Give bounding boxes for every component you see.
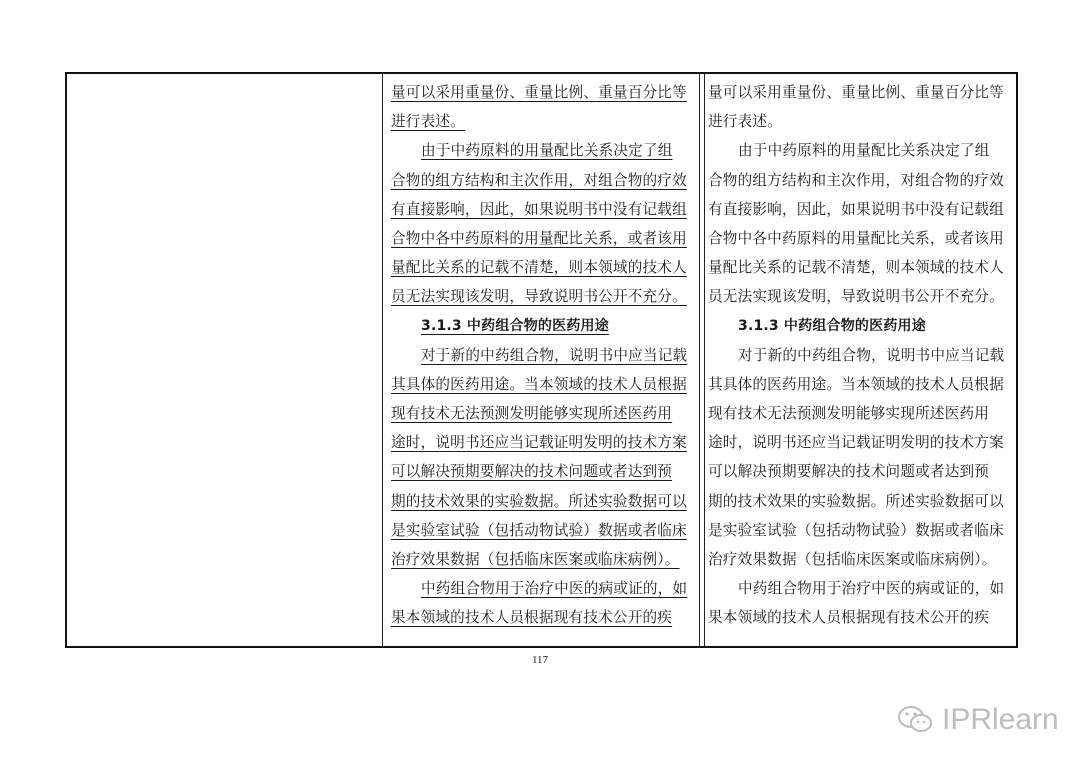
text-line-content: 现有技术无法预测发明能够实现所述医药用 bbox=[391, 405, 673, 423]
text-line-content: 途时，说明书还应当记载证明发明的技术方案 bbox=[391, 434, 687, 452]
text-line bbox=[708, 166, 1010, 195]
text-line-content: 量可以采用重量份、重量比例、重量百分比等 bbox=[391, 84, 687, 101]
text-line-content: 可以解决预期要解决的技术问题或者达到预 bbox=[708, 463, 990, 481]
text-line-content: 其具体的医药用途。当本领域的技术人员根据 bbox=[708, 375, 1004, 393]
text-line bbox=[391, 341, 693, 370]
text-line-content: 是实验室试验（包括动物试验）数据或者临床 bbox=[391, 521, 687, 539]
text-line bbox=[391, 574, 693, 603]
text-line-content: 合物中各中药原料的用量配比关系，或者该用 bbox=[391, 229, 687, 247]
text-line-content: 有直接影响，因此，如果说明书中没有记载组 bbox=[391, 200, 687, 218]
text-line bbox=[391, 282, 693, 311]
text-line bbox=[391, 370, 693, 399]
text-line bbox=[708, 457, 1010, 486]
watermark-text: IPRlearn bbox=[942, 703, 1059, 736]
text-line bbox=[391, 545, 693, 574]
text-line-content: 是实验室试验（包括动物试验）数据或者临床 bbox=[708, 521, 1004, 539]
text-line-content: 由于中药原料的用量配比关系决定了组 bbox=[421, 142, 673, 160]
text-line-content: 由于中药原料的用量配比关系决定了组 bbox=[738, 142, 990, 160]
text-line-content: 进行表述。 bbox=[708, 113, 782, 131]
text-line-content: 果本领域的技术人员根据现有技术公开的疾 bbox=[708, 609, 990, 627]
text-line bbox=[391, 457, 693, 486]
text-line bbox=[708, 545, 1010, 574]
text-line-content: 有直接影响，因此，如果说明书中没有记载组 bbox=[708, 200, 1004, 218]
text-line-content: 3.1.3 中药组合物的医药用途 bbox=[738, 317, 926, 334]
wechat-icon bbox=[896, 704, 936, 736]
middle-column-text bbox=[391, 78, 693, 633]
watermark bbox=[896, 700, 1059, 740]
text-line bbox=[391, 195, 693, 224]
text-line bbox=[708, 487, 1010, 516]
text-line-content: 可以解决预期要解决的技术问题或者达到预 bbox=[391, 463, 673, 481]
text-line-content: 量配比关系的记载不清楚，则本领域的技术人 bbox=[708, 259, 1004, 277]
text-line bbox=[708, 253, 1010, 282]
right-column-text bbox=[708, 78, 1010, 633]
text-line-content: 量配比关系的记载不清楚，则本领域的技术人 bbox=[391, 259, 687, 277]
text-line bbox=[708, 78, 1010, 107]
text-line-content: 果本领域的技术人员根据现有技术公开的疾 bbox=[391, 609, 673, 627]
text-line-content: 中药组合物用于治疗中医的病或证的，如 bbox=[738, 580, 1005, 598]
comparison-table bbox=[65, 72, 1018, 648]
text-line bbox=[708, 428, 1010, 457]
text-line bbox=[708, 282, 1010, 311]
text-line-content: 途时，说明书还应当记载证明发明的技术方案 bbox=[708, 434, 1004, 452]
text-line-content: 合物中各中药原料的用量配比关系，或者该用 bbox=[708, 229, 1004, 247]
text-line-content: 员无法实现该发明，导致说明书公开不充分。 bbox=[708, 288, 1004, 306]
section-heading bbox=[391, 312, 693, 341]
text-line bbox=[391, 107, 693, 136]
text-line bbox=[391, 253, 693, 282]
text-line bbox=[391, 516, 693, 545]
text-line-content: 期的技术效果的实验数据。所述实验数据可以 bbox=[391, 492, 687, 510]
text-line-content: 中药组合物用于治疗中医的病或证的，如 bbox=[421, 580, 688, 598]
text-line-content: 现有技术无法预测发明能够实现所述医药用 bbox=[708, 405, 990, 423]
column-divider-left bbox=[382, 74, 383, 646]
text-line bbox=[708, 516, 1010, 545]
text-line bbox=[391, 603, 693, 632]
text-line bbox=[708, 341, 1010, 370]
text-line bbox=[391, 136, 693, 165]
text-line-content: 对于新的中药组合物，说明书中应当记载 bbox=[421, 346, 688, 364]
column-divider-middle-double bbox=[704, 74, 705, 646]
text-line bbox=[391, 399, 693, 428]
text-line-content: 进行表述。 bbox=[391, 113, 465, 131]
text-line bbox=[391, 224, 693, 253]
text-line-content: 合物的组方结构和主次作用，对组合物的疗效 bbox=[708, 171, 1004, 189]
text-line-content: 3.1.3 中药组合物的医药用途 bbox=[421, 317, 609, 334]
text-line-content: 治疗效果数据（包括临床医案或临床病例）。 bbox=[708, 551, 997, 568]
text-line-content: 量可以采用重量份、重量比例、重量百分比等 bbox=[708, 84, 1004, 101]
text-line-content: 治疗效果数据（包括临床医案或临床病例）。 bbox=[391, 551, 680, 568]
text-line bbox=[391, 428, 693, 457]
text-line-content: 其具体的医药用途。当本领域的技术人员根据 bbox=[391, 375, 687, 393]
text-line bbox=[708, 370, 1010, 399]
text-line bbox=[708, 603, 1010, 632]
text-line-content: 对于新的中药组合物，说明书中应当记载 bbox=[738, 346, 1005, 364]
text-line bbox=[708, 224, 1010, 253]
text-line bbox=[391, 78, 693, 107]
text-line-content: 员无法实现该发明，导致说明书公开不充分。 bbox=[391, 288, 687, 306]
text-line bbox=[708, 399, 1010, 428]
text-line bbox=[708, 195, 1010, 224]
text-line bbox=[708, 574, 1010, 603]
text-line bbox=[708, 107, 1010, 136]
text-line bbox=[708, 136, 1010, 165]
section-heading bbox=[708, 312, 1010, 341]
column-divider-middle bbox=[699, 74, 700, 646]
page-number: 117 bbox=[531, 654, 549, 666]
text-line bbox=[391, 487, 693, 516]
text-line-content: 期的技术效果的实验数据。所述实验数据可以 bbox=[708, 492, 1004, 510]
text-line bbox=[391, 166, 693, 195]
text-line-content: 合物的组方结构和主次作用，对组合物的疗效 bbox=[391, 171, 687, 189]
